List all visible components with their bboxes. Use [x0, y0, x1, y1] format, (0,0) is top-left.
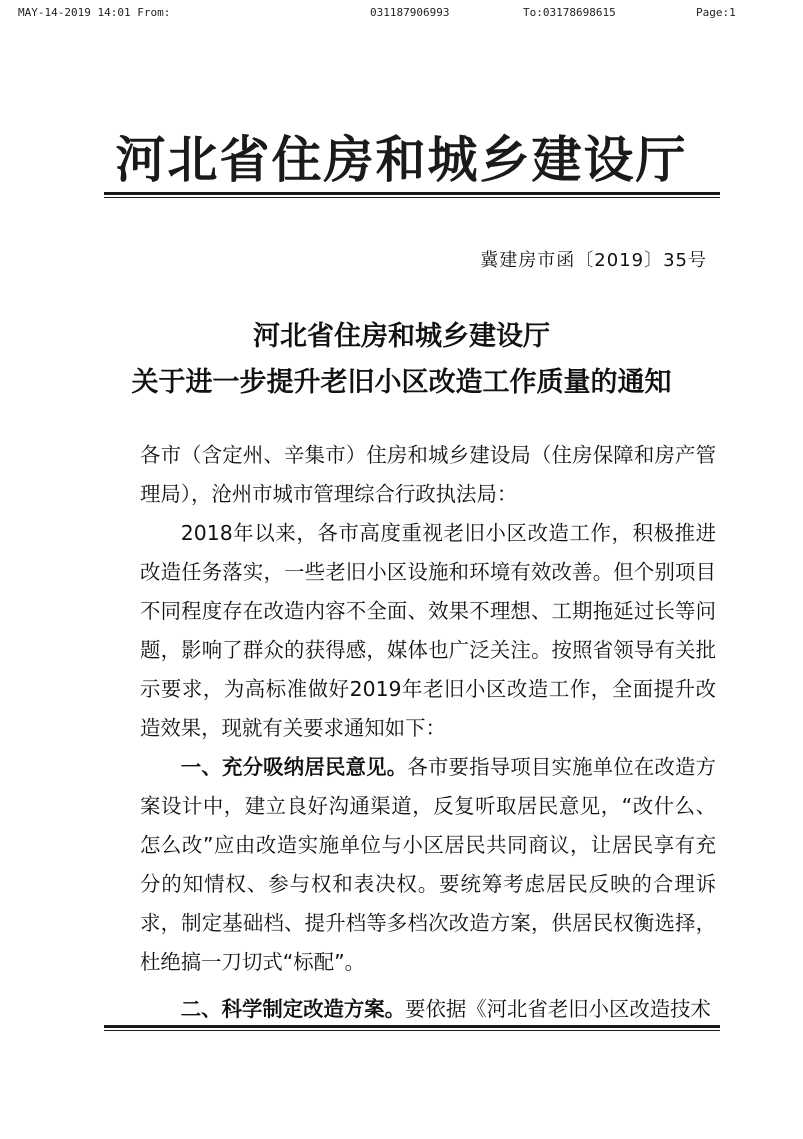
- fax-page-number: Page:1: [696, 6, 736, 19]
- fax-date: MAY-14-2019 14:01 From:: [18, 6, 171, 19]
- letterhead: 河北省住房和城乡建设厅: [115, 130, 688, 189]
- title-line-2: 关于进一步提升老旧小区改造工作质量的通知: [131, 367, 672, 398]
- section-2: [140, 990, 716, 1029]
- document-body: [140, 436, 716, 1029]
- intro-paragraph: 2018年以来，各市高度重视老旧小区改造工作，积极推进改造任务落实，一些老旧小区设施和环境有效改善。但个别项目不同程度存在改造内容不全面、效果不理想、工期拖延过长等问题，影响了群众的获得感，媒体也广泛关注。按照省领导有关批示要求，为高标准做好2019年老旧小区改造工作，全面提升改造效果，现就有关要求通知如下：: [140, 521, 716, 740]
- section-2-heading: 二、科学制定改造方案。: [180, 997, 406, 1021]
- section-1: [140, 748, 716, 982]
- section-1-text: 各市要指导项目实施单位在改造方案设计中，建立良好沟通渠道，反复听取居民意见，“改什么、怎么改”应由改造实施单位与小区居民共同商议，让居民享有充分的知情权、参与权和表决权。要统筹考虑居民反映的合理诉求，制定基础档、提升档等多档次改造方案，供居民权衡选择，杜绝搞一刀切式“标配”。: [140, 755, 717, 974]
- fax-to-number: To:03178698615: [523, 6, 616, 19]
- fax-from-number: 031187906993: [370, 6, 450, 19]
- document-title: [0, 314, 803, 406]
- addressee: 各市（含定州、辛集市）住房和城乡建设局（住房保障和房产管理局），沧州市城市管理综合行政执法局：: [140, 443, 716, 506]
- section-1-heading: 一、充分吸纳居民意见。: [180, 755, 408, 779]
- footer-rule: [104, 1025, 720, 1032]
- document-number: 冀建房市函〔2019〕35号: [480, 250, 707, 271]
- fax-header: [0, 6, 803, 24]
- letterhead-rule: [104, 192, 720, 199]
- section-2-text: 要依据《河北省老旧小区改造技术: [405, 997, 711, 1021]
- title-line-1: 河北省住房和城乡建设厅: [253, 321, 550, 352]
